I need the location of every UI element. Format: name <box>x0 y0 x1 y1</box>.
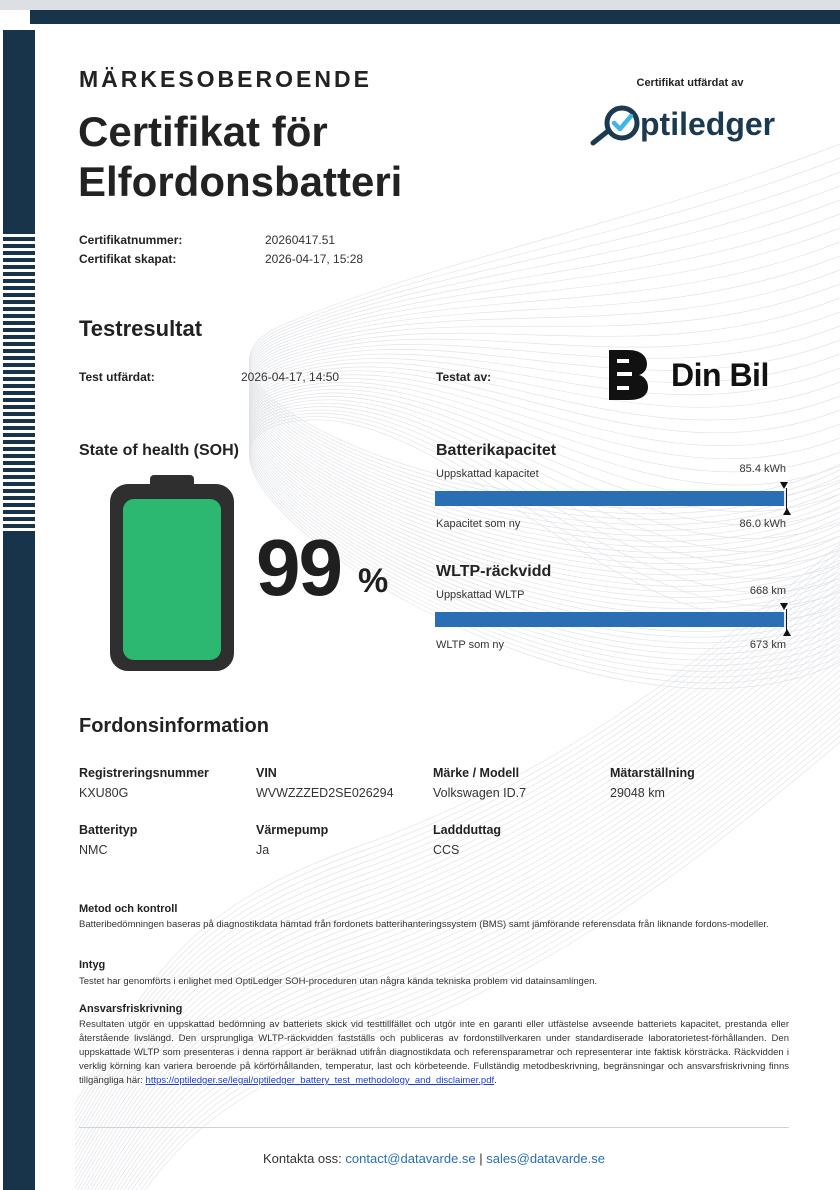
vehicle-field-label: Registreringsnummer <box>79 766 209 780</box>
registration-number: KXU80G <box>79 786 129 800</box>
battery-graphic <box>110 475 234 671</box>
din-bil-mark-icon <box>606 347 650 403</box>
vehicle-field-label: VIN <box>256 766 277 780</box>
wltp-estimated-label: Uppskattad WLTP <box>436 589 525 601</box>
contact-email-link[interactable]: contact@datavarde.se <box>345 1151 476 1166</box>
certification-heading: Intyg <box>79 959 106 971</box>
battery-type: NMC <box>79 843 108 857</box>
wltp-new-value: 673 km <box>749 639 786 651</box>
top-navy-band <box>30 10 840 24</box>
method-text: Batteribedömningen baseras på diagnostikdata hämtad från fordonets batterihanteringssystem (BMS) samt jämförande referensdata från liknande fordons-modeller. <box>79 919 769 930</box>
vin-number: WVWZZZED2SE026294 <box>256 786 394 800</box>
make-model: Volkswagen ID.7 <box>433 786 527 800</box>
certificate-number: 20260417.51 <box>265 233 336 247</box>
disclaimer-end: . <box>494 1075 497 1086</box>
wltp-new-marker <box>783 629 791 636</box>
certificate-created-label: Certifikat skapat: <box>79 252 177 266</box>
test-issued-label: Test utfärdat: <box>79 370 155 384</box>
charging-port: CCS <box>433 843 460 857</box>
optiledger-logo-text: ptiledger <box>640 106 776 142</box>
capacity-new-value: 86.0 kWh <box>739 518 786 530</box>
vehicle-field-label: Mätarställning <box>610 766 695 780</box>
heat-pump: Ja <box>256 843 270 857</box>
wltp-estimated-marker <box>780 603 788 610</box>
soh-unit: % <box>358 562 389 600</box>
sales-email-link[interactable]: sales@datavarde.se <box>486 1151 605 1166</box>
disclaimer-text: Resultaten utgör en uppskattad bedömning av batteriets skick vid testtillfället och utgör inte en garanti eller utfästelse avseende batteriets kapacitet, prestanda eller återstående livslängd. Den ursprungliga WLTP-räckvidden fastställs och publiceras av fordonstillverkaren under standardiserade laboratorietest-förhållanden. Den uppskattade WLTP som presenteras i denna rapport är beräknad utifrån diagnostikdata och referensparametrar och representerar inte faktisk körsträcka. Räckvidden i verklig körning kan variera beroende på körförhållanden, temperatur, last och körbeteende. Fullständig metodbeskrivning, begränsningar och ansvarsfriskrivning finns tillgängliga här: <box>79 1019 789 1086</box>
capacity-estimated-label: Uppskattad kapacitet <box>436 468 539 480</box>
issued-by-label: Certifikat utfärdat av <box>636 77 744 89</box>
title-line-2: Elfordonsbatteri <box>78 158 403 205</box>
wltp-bar-fill <box>435 612 784 627</box>
left-sidebar-decoration <box>3 30 35 1190</box>
sidebar-stripes <box>3 230 35 535</box>
test-results-heading: Testresultat <box>79 316 203 341</box>
vehicle-field-label: Batterityp <box>79 823 138 837</box>
vehicle-field-label: Märke / Modell <box>433 766 520 780</box>
din-bil-logo <box>606 347 786 405</box>
capacity-new-marker <box>783 508 791 515</box>
certificate-created: 2026-04-17, 15:28 <box>265 252 364 266</box>
din-bil-logo-text: Din Bil <box>671 357 769 393</box>
contact-label: Kontakta oss: <box>263 1151 346 1166</box>
capacity-heading: Batterikapacitet <box>436 442 557 459</box>
disclaimer-paragraph <box>79 1018 789 1088</box>
method-heading: Metod och kontroll <box>79 903 178 915</box>
disclaimer-heading: Ansvarsfriskrivning <box>79 1003 183 1015</box>
soh-value: 99 <box>256 523 341 612</box>
methodology-link[interactable]: https://optiledger.se/legal/optiledger_battery_test_methodology_and_disclaimer.pdf <box>145 1075 495 1086</box>
optiledger-logo <box>588 101 788 151</box>
capacity-bar-track <box>435 491 786 506</box>
capacity-bar-fill <box>435 491 784 506</box>
capacity-estimated-value: 85.4 kWh <box>739 463 786 475</box>
wltp-new-label: WLTP som ny <box>436 639 505 651</box>
document-eyebrow: MÄRKESOBEROENDE <box>79 66 372 92</box>
footer-contact <box>79 1151 789 1166</box>
vehicle-info-heading: Fordonsinformation <box>79 715 269 737</box>
odometer: 29048 km <box>610 786 665 800</box>
document-title <box>78 107 402 207</box>
wltp-estimated-value: 668 km <box>749 585 786 597</box>
capacity-estimated-marker <box>780 482 788 489</box>
test-issued-date: 2026-04-17, 14:50 <box>241 370 340 384</box>
vehicle-field-label: Värmepump <box>256 823 329 837</box>
certification-text: Testet har genomförts i enlighet med OptiLedger SOH-proceduren utan några kända tekniska problem vid datainsamlingen. <box>79 976 598 987</box>
soh-heading: State of health (SOH) <box>79 442 240 459</box>
capacity-new-label: Kapacitet som ny <box>436 518 521 530</box>
battery-charge-fill <box>123 499 221 660</box>
contact-separator: | <box>475 1151 487 1166</box>
title-line-1: Certifikat för <box>78 108 328 155</box>
wltp-bar-track <box>435 612 786 627</box>
certificate-number-label: Certifikatnummer: <box>79 233 183 247</box>
footer-divider <box>79 1127 789 1128</box>
wltp-heading: WLTP-räckvidd <box>436 563 552 580</box>
vehicle-field-label: Laddduttag <box>433 823 502 837</box>
top-gray-bar <box>0 0 840 10</box>
tested-by-label: Testat av: <box>436 370 492 384</box>
